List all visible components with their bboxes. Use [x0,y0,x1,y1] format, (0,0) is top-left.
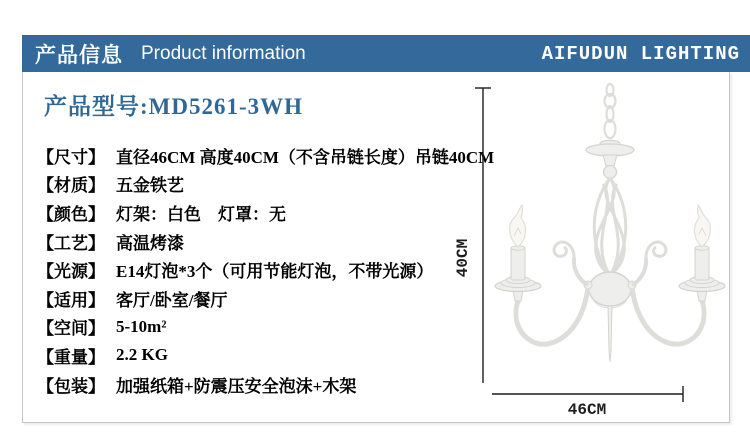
height-dimension-label: 40CM [454,238,472,278]
spec-value: 客厅/卧室/餐厅 [116,290,228,310]
spec-label: 【包装】 [37,376,105,396]
spec-value: 高温烤漆 [116,233,184,253]
spec-row-size [37,141,495,170]
spec-label: 【空间】 [37,319,105,339]
spec-value: E14灯泡*3个（可用节能灯泡，不带光源） [116,262,434,282]
spec-value: 五金铁艺 [116,176,184,196]
spec-row-color [37,198,437,227]
spec-label: 【材质】 [37,176,105,196]
spec-row-weight [37,341,437,370]
spec-label: 【工艺】 [37,233,105,253]
header-title-en: Product information [141,42,306,64]
spec-label: 【颜色】 [37,204,105,224]
spec-value: 灯架：白色 灯罩：无 [116,204,286,224]
chandelier-image [495,84,725,362]
product-model: 产品型号:MD5261-3WH [44,94,304,119]
chandelier-figure [440,78,740,423]
spec-list [37,141,495,398]
spec-row-craft [37,227,437,256]
spec-label: 【尺寸】 [37,147,105,167]
spec-row-packing [37,370,437,399]
spec-row-usage [37,284,437,313]
header-bar [22,35,750,72]
width-dimension [492,386,683,419]
spec-value: 2.2 KG [116,345,168,365]
header-title-cn: 产品信息 [35,43,123,67]
spec-row-material [37,170,437,199]
spec-row-space [37,313,437,342]
spec-label: 【适用】 [37,290,105,310]
spec-value: 5-10m² [116,316,167,336]
spec-label: 【重量】 [37,347,105,367]
spec-value: 直径46CM 高度40CM（不含吊链长度）吊链40CM [116,147,495,167]
spec-label: 【光源】 [37,262,105,282]
height-dimension [454,88,491,383]
spec-value: 加强纸箱+防震压安全泡沫+木架 [116,376,357,396]
width-dimension-label: 46CM [567,401,607,419]
spec-row-light-source [37,255,437,284]
brand-name: AIFUDUN LIGHTING [541,42,740,65]
